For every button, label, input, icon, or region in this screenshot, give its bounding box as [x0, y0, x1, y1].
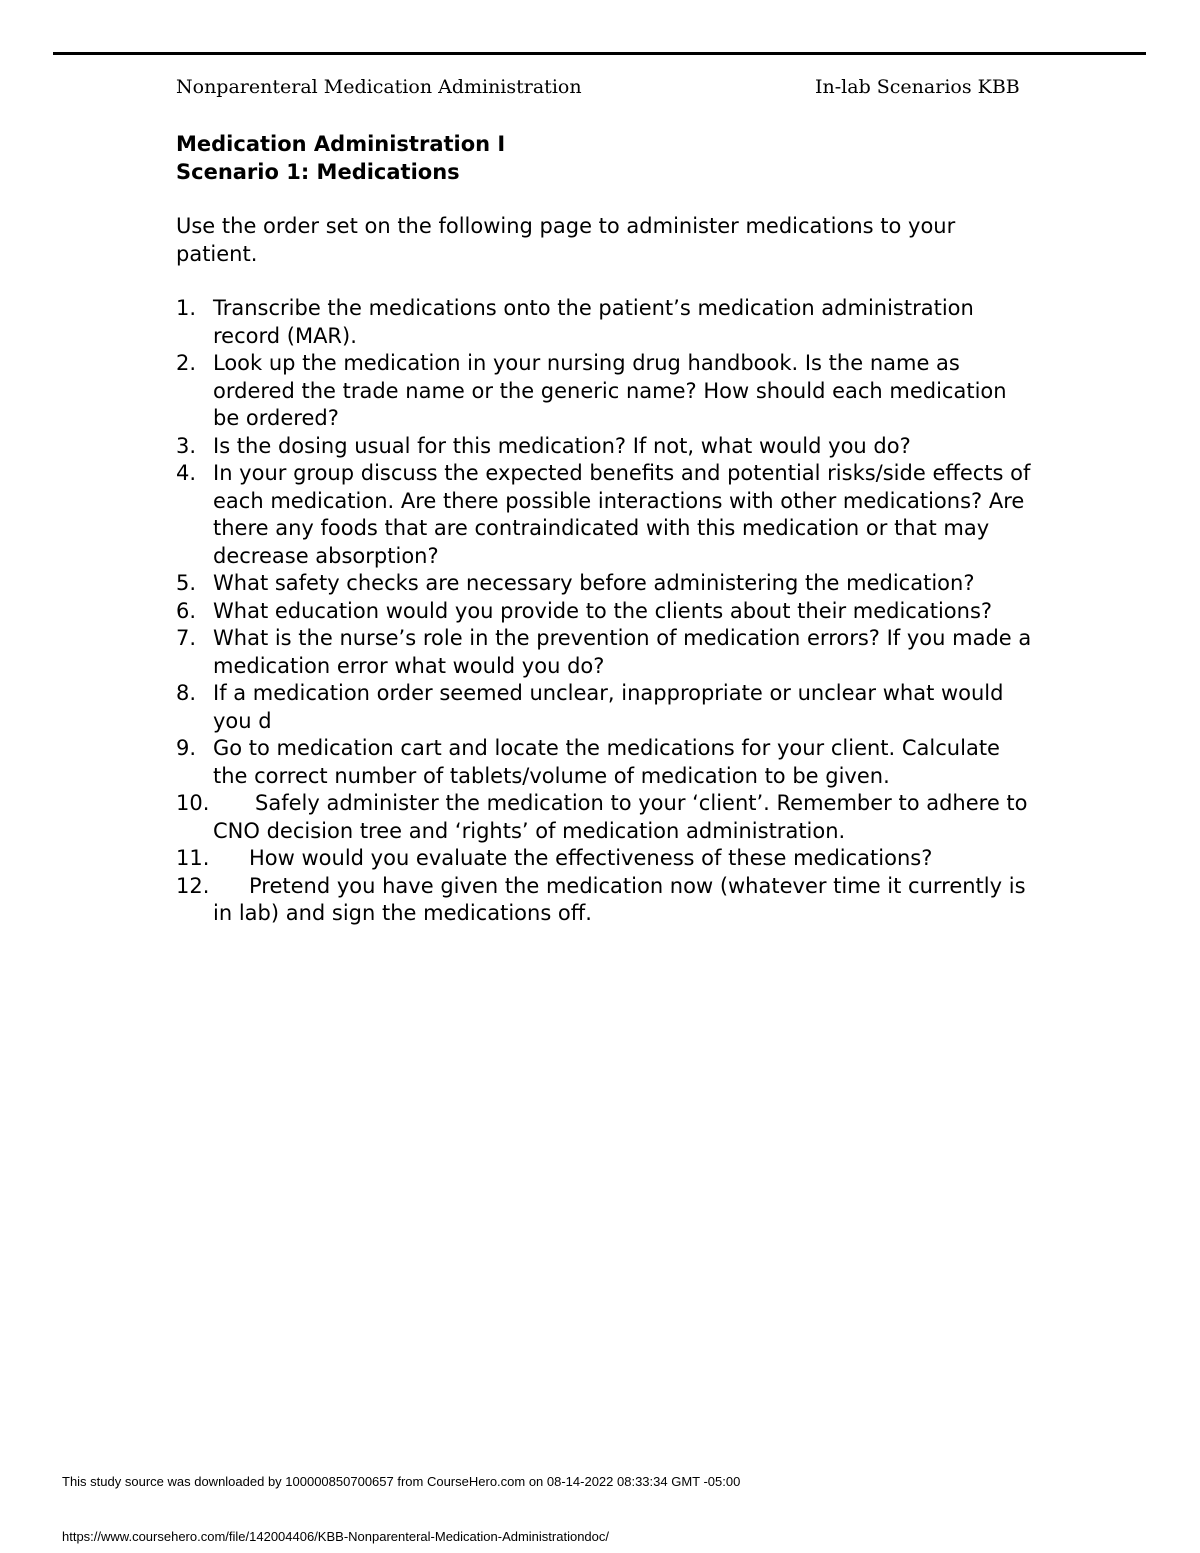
list-item-text: If a medication order seemed unclear, inappropriate or unclear what would you d [213, 681, 1004, 733]
intro-paragraph: Use the order set on the following page to administer medications to your patient. [176, 214, 956, 266]
list-item [176, 790, 1036, 845]
list-item [176, 433, 1036, 461]
list-item-text: Is the dosing usual for this medication? If not, what would you do? [213, 433, 911, 458]
header-course-label: In-lab Scenarios KBB [815, 76, 1020, 98]
list-item-number: 3. [176, 433, 197, 458]
list-item [176, 598, 1036, 626]
list-item-text: How would you evaluate the effectiveness of these medications? [249, 846, 933, 870]
list-item-number: 9. [176, 736, 197, 760]
header-document-title: Nonparenteral Medication Administration [176, 76, 582, 98]
list-item [176, 350, 1036, 433]
list-item-text: Safely administer the medication to your ‘client’. Remember to adhere to CNO decision tree and ‘rights’ of medication administration. [213, 791, 1028, 843]
list-item-number: 7. [176, 626, 197, 650]
download-source-notice: This study source was downloaded by 100000850700657 from CourseHero.com on 08-14-2022 08:33:34 GMT -05:00 [62, 1474, 741, 1489]
page-title: Medication Administration I [176, 132, 506, 156]
document-body [176, 131, 1036, 928]
list-item-number: 8. [176, 681, 197, 705]
list-item-number: 6. [176, 598, 197, 623]
list-item-number: 1. [176, 296, 197, 320]
list-item [176, 460, 1036, 570]
list-item [176, 845, 1036, 873]
scenario-title: Scenario 1: Medications [176, 159, 460, 184]
list-item-text: Pretend you have given the medication now (whatever time it currently is in lab) and sign the medications off. [213, 873, 1026, 925]
list-item [176, 680, 1036, 735]
list-item-number: 2. [176, 351, 197, 375]
list-item [176, 625, 1036, 680]
list-item [176, 295, 1036, 350]
list-item-text: What safety checks are necessary before administering the medication? [213, 571, 975, 595]
top-rule [53, 52, 1146, 55]
list-item-number: 10. [176, 791, 210, 815]
source-url: https://www.coursehero.com/file/142004406/KBB-Nonparenteral-Medication-Administrationdoc/ [62, 1529, 610, 1544]
instruction-list [176, 295, 1036, 928]
list-item-text: Transcribe the medications onto the patient’s medication administration record (MAR). [213, 296, 974, 348]
list-item-number: 5. [176, 571, 197, 595]
list-item-number: 4. [176, 461, 197, 485]
list-item-text: What is the nurse’s role in the prevention of medication errors? If you made a medication error what would you do? [213, 626, 1032, 678]
list-item-number: 11. [176, 846, 210, 870]
list-item-number: 12. [176, 873, 210, 898]
list-item [176, 873, 1036, 928]
list-item-text: In your group discuss the expected benefits and potential risks/side effects of each medication. Are there possible interactions with other medications? Are there any foods that are contraindicated with this medication or that may decrease absorption? [213, 461, 1031, 568]
list-item [176, 735, 1036, 790]
list-item-text: What education would you provide to the clients about their medications? [213, 598, 993, 623]
list-item-text: Go to medication cart and locate the medications for your client. Calculate the correct number of tablets/volume of medication to be given. [213, 736, 1000, 788]
list-item-text: Look up the medication in your nursing drug handbook. Is the name as ordered the trade name or the generic name? How should each medication be ordered? [213, 351, 1007, 430]
list-item [176, 570, 1036, 598]
